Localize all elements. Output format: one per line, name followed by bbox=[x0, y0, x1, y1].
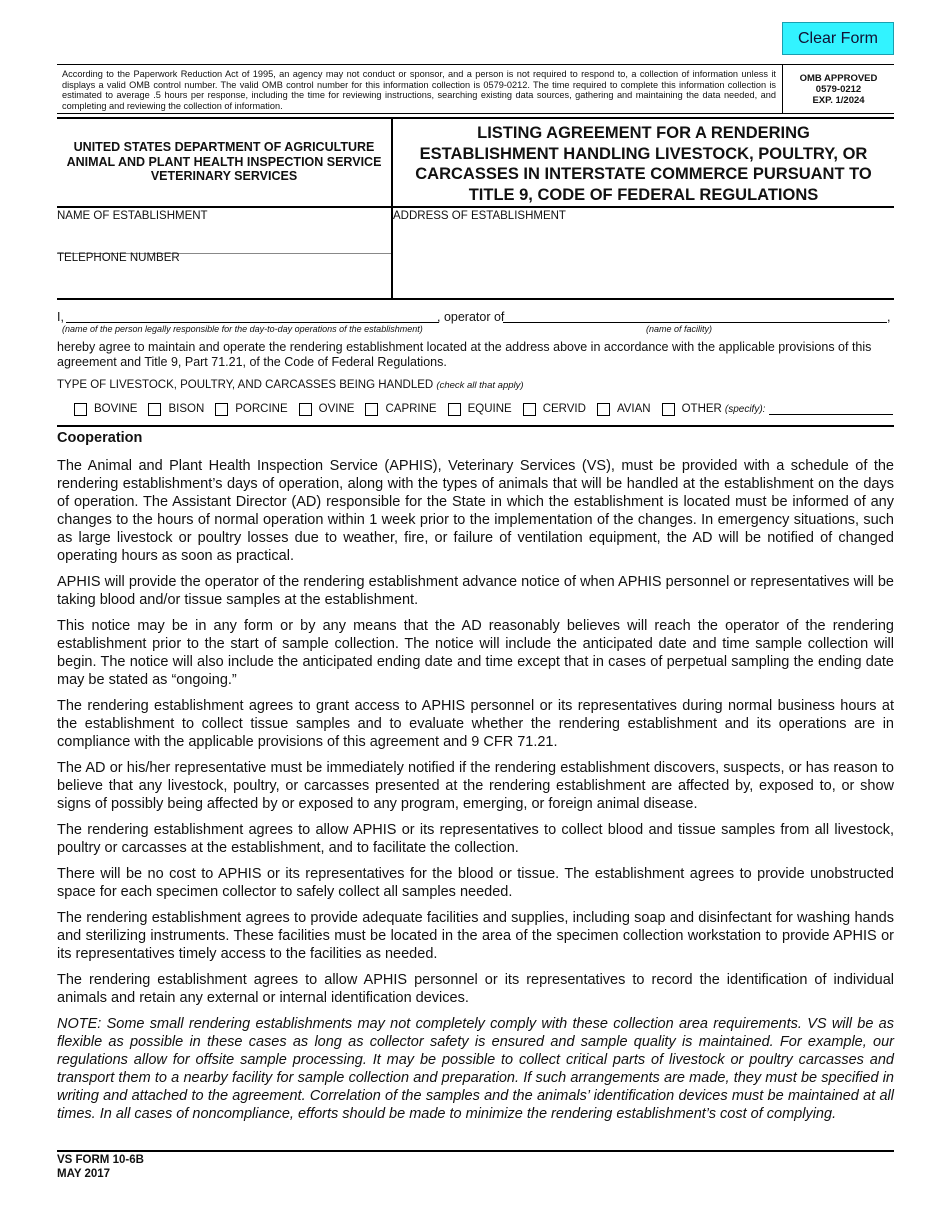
cooperation-note: NOTE: Some small rendering establishments may not completely comply with these collection area requirements. VS will be as flexible as possible in these cases as long as collector safety is ensured and sample quality is maintained. For example, our regulations allow for offsite sample processing. It may be possible to collect critical parts of livestock or poultry carcasses and transport them to a nearby facility for sample collection and preparation. If such arrangements are made, they must be specified in writing and attached to the agreement. Correlation of the samples and the animals’ identification devices must be maintained at all times. In all cases of noncompliance, efforts should be made to minimize the rendering establishment’s cost of complying. bbox=[57, 1016, 894, 1122]
facility-name-field[interactable] bbox=[503, 322, 887, 323]
statement-prefix: I, bbox=[57, 310, 64, 324]
establishment-name-label: NAME OF ESTABLISHMENT bbox=[57, 210, 208, 222]
checkbox-porcine[interactable] bbox=[215, 403, 287, 416]
cooperation-body bbox=[57, 457, 894, 1131]
establishment-name-field[interactable] bbox=[57, 222, 391, 252]
cooperation-paragraph: The rendering establishment agrees to grant access to APHIS personnel or its representatives during normal business hours at the establishment to collect tissue samples and to evaluate whether the rendering establishment and its operations are in compliance with the applicable provisions of this agreement and 9 CFR 71.21. bbox=[57, 698, 894, 750]
checkbox-box[interactable] bbox=[448, 403, 461, 416]
operator-name-field[interactable] bbox=[66, 322, 439, 323]
address-field[interactable] bbox=[393, 222, 894, 298]
cooperation-paragraph: APHIS will provide the operator of the rendering establishment advance notice of when APHIS personnel or representatives will be taking blood and/or tissue samples at the establishment. bbox=[57, 574, 894, 608]
cooperation-paragraph: The rendering establishment agrees to allow APHIS or its representatives to collect blood and tissue samples from all livestock, poultry or carcasses at the establishment, and to facilitate the collection. bbox=[57, 822, 894, 856]
checkbox-other[interactable] bbox=[662, 403, 894, 416]
paperwork-notice-box bbox=[57, 64, 894, 114]
agency-line1: UNITED STATES DEPARTMENT OF AGRICULTURE bbox=[73, 140, 375, 154]
person-hint: (name of the person legally responsible for the day-to-day operations of the establishment) bbox=[62, 324, 423, 334]
animal-types-label bbox=[57, 379, 524, 391]
cooperation-heading: Cooperation bbox=[57, 430, 143, 446]
checkbox-box[interactable] bbox=[215, 403, 228, 416]
checkbox-equine[interactable] bbox=[448, 403, 512, 416]
operator-statement bbox=[57, 310, 894, 336]
checkbox-label: EQUINE bbox=[467, 403, 512, 415]
operator-of-text: , operator of bbox=[437, 310, 505, 324]
checkbox-box[interactable] bbox=[148, 403, 161, 416]
other-hint: (specify): bbox=[724, 403, 766, 415]
form-header bbox=[57, 117, 894, 208]
agency-block bbox=[57, 119, 391, 206]
cooperation-paragraph: The rendering establishment agrees to provide adequate facilities and supplies, including soap and disinfectant for washing hands and sterilizing instruments. These facilities must be located in the area of the specimen collection workstation to provide APHIS or its representatives timely access to the facilities as needed. bbox=[57, 910, 894, 962]
checkbox-box[interactable] bbox=[74, 403, 87, 416]
form-title bbox=[391, 119, 894, 206]
omb-number: 0579-0212 bbox=[815, 84, 862, 95]
address-column bbox=[391, 208, 894, 298]
animal-types-hint: (check all that apply) bbox=[436, 380, 524, 391]
form-number: VS FORM 10-6B bbox=[57, 1154, 144, 1166]
checkbox-caprine[interactable] bbox=[365, 403, 436, 416]
checkbox-label: OVINE bbox=[318, 403, 355, 415]
other-specify-field[interactable] bbox=[769, 403, 893, 415]
checkbox-bovine[interactable] bbox=[74, 403, 137, 416]
checkbox-label: BISON bbox=[168, 403, 205, 415]
checkbox-box[interactable] bbox=[662, 403, 675, 416]
cooperation-paragraph: The AD or his/her representative must be immediately notified if the rendering establishment discovers, suspects, or has reason to believe that any livestock, poultry, or carcasses presented at the rendering establishment are affected by, exposed to, or show signs of possibly being affected by or exposed to any program, emerging, or foreign animal disease. bbox=[57, 760, 894, 812]
checkbox-label: BOVINE bbox=[94, 403, 138, 415]
title-line3: CARCASSES IN INTERSTATE COMMERCE PURSUANT TO bbox=[415, 165, 872, 183]
cooperation-paragraph: This notice may be in any form or by any means that the AD reasonably believes will reach the operator of the rendering establishment prior to the start of sample collection. The notice will include the anticipated date and time sample collection will begin. The notice will also include the anticipated ending date and time except that in cases of perpetual sampling the ending date may be stated as “ongoing.” bbox=[57, 618, 894, 688]
address-label: ADDRESS OF ESTABLISHMENT bbox=[393, 210, 566, 222]
telephone-field[interactable] bbox=[57, 266, 391, 298]
cooperation-paragraph: The Animal and Plant Health Inspection Service (APHIS), Veterinary Services (VS), must be provided with a schedule of the rendering establishment’s days of operation, along with the types of animals that will be handled at the establishment on the days of operation. The Assistant Director (AD) responsible for the State in which the establishment is located must be informed of any changes to the hours of normal operation within 1 week prior to the implementation of the changes. In emergency situations, such as large livestock or poultry losses due to weather, fire, or failure of ventilation equipment, the AD will be notified of changed operating hours as soon as practical. bbox=[57, 458, 894, 564]
agreement-text: hereby agree to maintain and operate the rendering establishment located at the address above in accordance with the applicable provisions of this agreement and Title 9, Part 71.21, of the Code of Federal Regulations. bbox=[57, 340, 872, 369]
checkbox-cervid[interactable] bbox=[523, 403, 586, 416]
title-line2: ESTABLISHMENT HANDLING LIVESTOCK, POULTRY, OR bbox=[419, 144, 868, 163]
checkbox-label: CERVID bbox=[542, 403, 586, 415]
facility-hint: (name of facility) bbox=[646, 324, 713, 334]
checkbox-bison[interactable] bbox=[148, 403, 204, 416]
cooperation-paragraph: There will be no cost to APHIS or its representatives for the blood or tissue. The establishment agrees to provide unobstructed space for each specimen collector to safely collect all samples needed. bbox=[57, 866, 894, 900]
establishment-info bbox=[57, 208, 894, 300]
footer-divider bbox=[57, 1150, 894, 1152]
paperwork-notice: According to the Paperwork Reduction Act of 1995, an agency may not conduct or sponsor, and a person is not required to respond to, a collection of information unless it displays a valid OMB control number. The valid OMB control number for this information collection is 0579-0212. The time required to complete this information collection is estimated to average .5 hours per response, including the time for reviewing instructions, searching existing data sources, gathering and maintaining the data needed, and completing and reviewing the collection of information. bbox=[62, 69, 776, 111]
animal-types-title: TYPE OF LIVESTOCK, POULTRY, AND CARCASSES BEING HANDLED bbox=[57, 379, 434, 391]
omb-approval bbox=[782, 65, 894, 113]
checkbox-box[interactable] bbox=[523, 403, 536, 416]
checkbox-label: PORCINE bbox=[235, 403, 288, 415]
form-date: MAY 2017 bbox=[57, 1168, 111, 1180]
statement-comma: , bbox=[887, 310, 891, 324]
establishment-left-column bbox=[57, 208, 391, 298]
agency-line2: ANIMAL AND PLANT HEALTH INSPECTION SERVICE bbox=[66, 154, 382, 169]
omb-expiration: EXP. 1/2024 bbox=[812, 95, 865, 106]
title-line4: TITLE 9, CODE OF FEDERAL REGULATIONS bbox=[468, 185, 819, 204]
form-footer bbox=[57, 1153, 144, 1181]
animal-type-checkboxes bbox=[74, 400, 904, 418]
cooperation-paragraph: The rendering establishment agrees to allow APHIS personnel or its representatives to record the identification of individual animals and retain any external or internal identification devices. bbox=[57, 972, 894, 1006]
checkbox-ovine[interactable] bbox=[299, 403, 355, 416]
checkbox-label: OTHER bbox=[681, 403, 722, 415]
checkbox-box[interactable] bbox=[299, 403, 312, 416]
checkbox-box[interactable] bbox=[597, 403, 610, 416]
agency-line3: VETERINARY SERVICES bbox=[150, 169, 298, 183]
omb-line1: OMB APPROVED bbox=[799, 73, 878, 84]
checkbox-box[interactable] bbox=[365, 403, 378, 416]
checkbox-avian[interactable] bbox=[597, 403, 651, 416]
telephone-label: TELEPHONE NUMBER bbox=[57, 252, 180, 264]
checkbox-label: AVIAN bbox=[616, 403, 651, 415]
section-divider bbox=[57, 425, 894, 427]
clear-form-button[interactable]: Clear Form bbox=[782, 22, 894, 55]
title-line1: LISTING AGREEMENT FOR A RENDERING bbox=[477, 124, 810, 142]
checkbox-label: CAPRINE bbox=[385, 403, 437, 415]
